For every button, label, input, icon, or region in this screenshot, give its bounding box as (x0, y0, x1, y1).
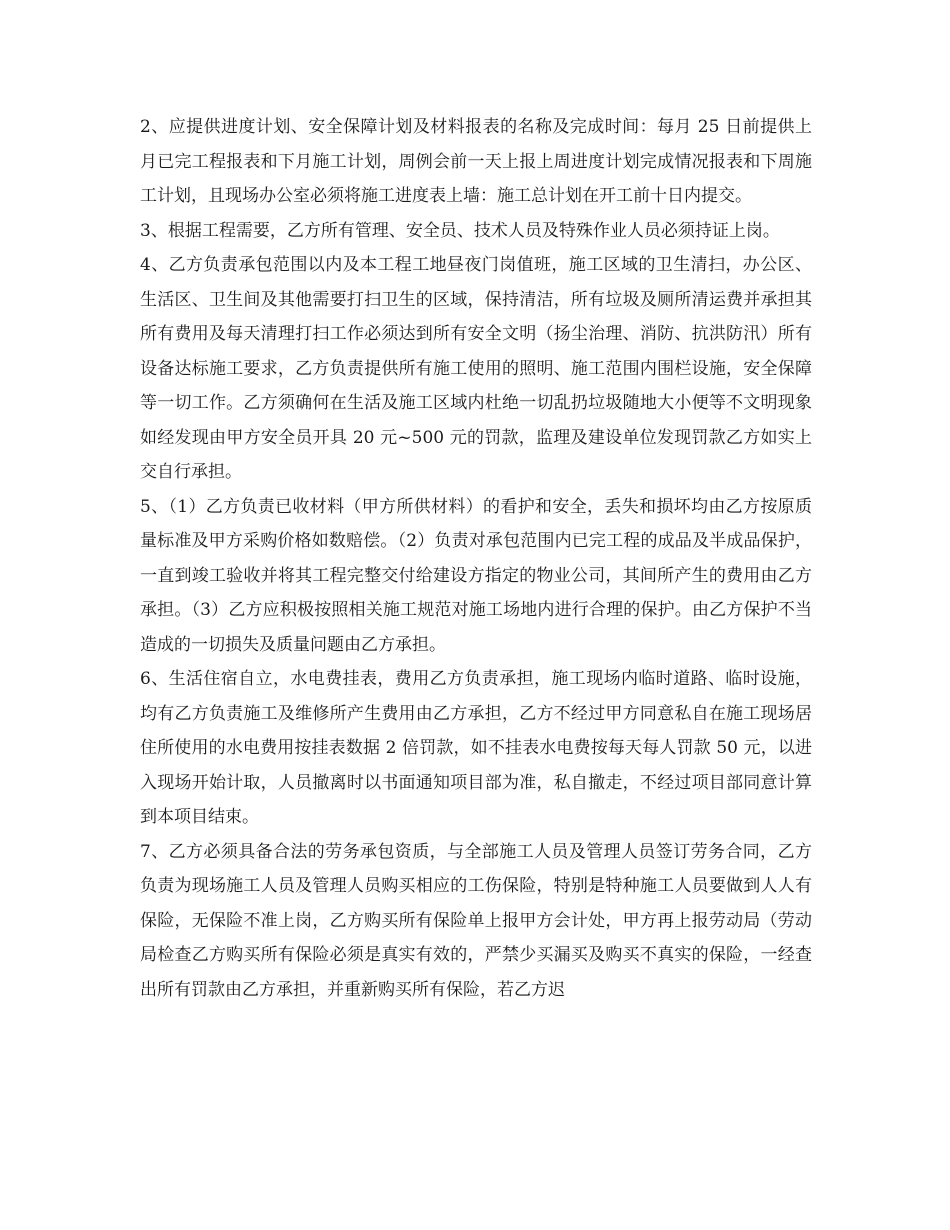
paragraph-item-4: 4、乙方负责承包范围以内及本工程工地昼夜门岗值班，施工区域的卫生清扫，办公区、生活区、卫生间及其他需要打扫卫生的区域，保持清洁，所有垃圾及厕所清运费并承担其所有费用及每天清理打扫工作必须达到所有安全文明（扬尘治理、消防、抗洪防汛）所有设备达标施工要求，乙方负责提供所有施工使用的照明、施工范围内围栏设施，安全保障等一切工作。乙方须确何在生活及施工区域内杜绝一切乱扔垃圾随地大小便等不文明现象如经发现由甲方安全员开具 20 元~500 元的罚款，监理及建设单位发现罚款乙方如实上交自行承担。 (140, 255, 812, 482)
paragraph-item-5: 5、（1）乙方负责已收材料（甲方所供材料）的看护和安全，丢失和损坏均由乙方按原质量标准及甲方采购价格如数赔偿。（2）负责对承包范围内已完工程的成品及半成品保护，一直到竣工验收并将其工程完整交付给建设方指定的物业公司，其间所产生的费用由乙方承担。（3）乙方应积极按照相关施工规范对施工场地内进行合理的保护。由乙方保护不当造成的一切损失及质量问题由乙方承担。 (140, 496, 812, 655)
paragraph-item-2: 2、应提供进度计划、安全保障计划及材料报表的名称及完成时间：每月 25 日前提供上月已完工程报表和下月施工计划，周例会前一天上报上周进度计划完成情况报表和下周施工计划，且现场办公室必须将施工进度表上墙：施工总计划在开工前十日内提交。 (140, 117, 812, 206)
paragraph-item-6: 6、生活住宿自立，水电费挂表，费用乙方负责承担，施工现场内临时道路、临时设施，均有乙方负责施工及维修所产生费用由乙方承担，乙方不经过甲方同意私自在施工现场居住所使用的水电费用按挂表数据 2 倍罚款，如不挂表水电费按每天每人罚款 50 元，以进入现场开始计取，人员撤离时以书面通知项目部为准，私自撤走，不经过项目部同意计算到本项目结束。 (140, 669, 812, 827)
paragraph-item-7: 7、乙方必须具备合法的劳务承包资质，与全部施工人员及管理人员签订劳务合同，乙方负责为现场施工人员及管理人员购买相应的工伤保险，特别是特种施工人员要做到人人有保险，无保险不准上岗，乙方购买所有保险单上报甲方会计处，甲方再上报劳动局（劳动局检查乙方购买所有保险必须是真实有效的，严禁少买漏买及购买不真实的保险，一经查出所有罚款由乙方承担，并重新购买所有保险，若乙方迟 (140, 841, 812, 1000)
paragraph-item-3: 3、根据工程需要，乙方所有管理、安全员、技术人员及特殊作业人员必须持证上岗。 (140, 220, 780, 241)
document-page (140, 110, 812, 1007)
